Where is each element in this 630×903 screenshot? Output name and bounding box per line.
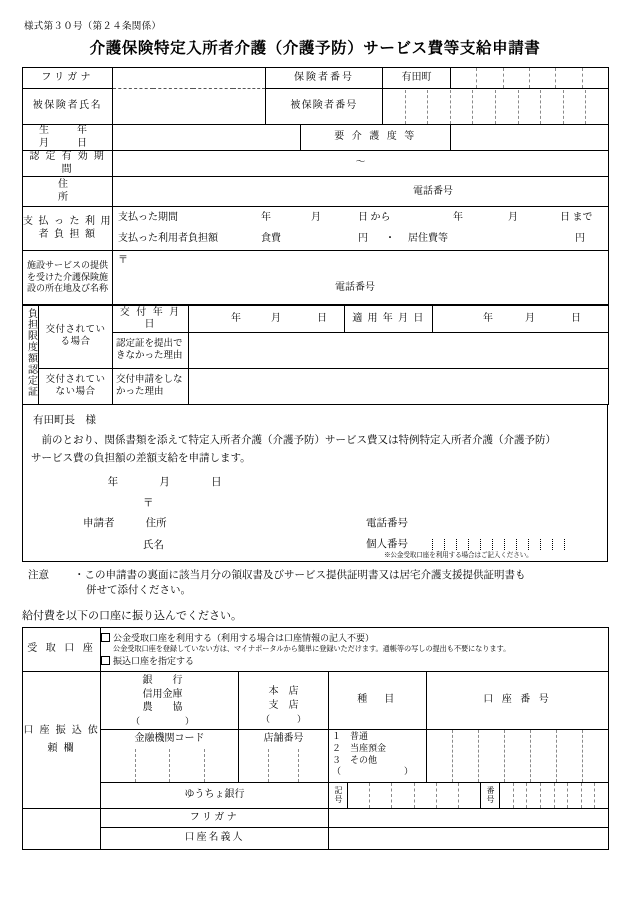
apply-day: 日 bbox=[571, 313, 581, 325]
paid-amount-row[interactable] bbox=[113, 229, 609, 251]
page-title: 介護保険特定入所者介護（介護予防）サービス費等支給申請書 bbox=[89, 40, 541, 57]
checkbox-koukin-icon[interactable] bbox=[101, 633, 110, 642]
bank-line1: 銀 行 bbox=[142, 675, 183, 687]
paid-period-row[interactable] bbox=[113, 207, 609, 229]
birthdate-label: 生 年 月 日 bbox=[23, 125, 113, 151]
insurer-number-label: 保険者番号 bbox=[266, 68, 383, 89]
notice-line1: ・この申請書の裏面に該当月分の領収書及びサービス提供証明書又は居宅介護支援提供証明書も bbox=[74, 569, 526, 581]
type-opt1: １ 普通 bbox=[332, 730, 369, 741]
option-furikomi-label: 振込口座を指定する bbox=[113, 656, 195, 667]
issued-case-label: 交付されている場合 bbox=[39, 306, 113, 369]
holder-furigana-label: フリガナ bbox=[101, 808, 329, 827]
holder-furigana-value[interactable] bbox=[329, 808, 609, 827]
transfer-label-spacer2 bbox=[23, 827, 101, 849]
cert-period-label: 認 定 有 効 期 間 bbox=[23, 151, 113, 177]
bank-header-row bbox=[23, 672, 609, 730]
bank-lead-text: 給付費を以下の口座に振り込んでください。 bbox=[22, 610, 242, 623]
table-row-paid-period bbox=[23, 207, 609, 229]
residence-label: 居住費等 bbox=[408, 232, 448, 244]
paid-period-day-from: 日 から bbox=[358, 212, 391, 224]
transfer-label bbox=[23, 672, 101, 809]
meal-yen: 円 bbox=[358, 232, 368, 244]
notice-line2: 併せて添付ください。 bbox=[86, 585, 191, 597]
declaration-addressee: 有田町長 様 bbox=[33, 415, 96, 427]
branch-line1: 本 店 bbox=[268, 685, 299, 697]
residence-yen: 円 bbox=[575, 232, 585, 244]
bank-line2: 信用金庫 bbox=[142, 688, 183, 700]
issue-date-value[interactable] bbox=[189, 306, 345, 333]
declaration-body-line1: 前のとおり、関係書類を添えて特定入所者介護（介護予防）サービス費又は特例特定入所者介護（介護予防） bbox=[41, 435, 556, 447]
issue-year: 年 bbox=[231, 313, 241, 325]
mynumber-cells[interactable] bbox=[421, 539, 565, 550]
paid-period-year: 年 bbox=[261, 212, 271, 224]
address-value[interactable] bbox=[113, 177, 609, 207]
reason-no-apply-label: 交付申請をしなかった理由 bbox=[113, 369, 189, 405]
receiving-account-options[interactable] bbox=[101, 628, 609, 672]
reason-no-apply-value[interactable] bbox=[189, 369, 609, 405]
issue-day: 日 bbox=[317, 313, 327, 325]
bank-code-label: 金融機関コード bbox=[101, 729, 239, 748]
facility-value[interactable] bbox=[113, 251, 609, 305]
branch-line2: 支 店 bbox=[268, 699, 299, 711]
table-row-birthdate bbox=[23, 125, 609, 151]
apply-date-value[interactable] bbox=[433, 306, 609, 333]
notice-label: 注意 bbox=[28, 569, 49, 581]
notice-block bbox=[22, 568, 608, 600]
table-row-insured-name bbox=[23, 89, 609, 125]
bank-code-header-row bbox=[23, 729, 609, 748]
insured-number-cells[interactable] bbox=[383, 89, 609, 125]
not-issued-case-label: 交付されていない場合 bbox=[39, 369, 113, 405]
table-row-facility bbox=[23, 251, 609, 305]
holder-name-value[interactable] bbox=[329, 827, 609, 849]
declaration-box bbox=[22, 405, 608, 562]
branch-header[interactable] bbox=[239, 672, 329, 730]
account-type-options[interactable] bbox=[329, 729, 427, 782]
declaration-body-line2: サービス費の負担額の差額支給を申請します。 bbox=[31, 452, 251, 464]
furigana-label: フリガナ bbox=[23, 68, 113, 89]
option-koukin-row[interactable] bbox=[101, 632, 608, 644]
apply-date-label: 適 用 年 月 日 bbox=[345, 306, 433, 333]
insured-name-label: 被保険者氏名 bbox=[23, 89, 113, 125]
cert-period-value[interactable]: 〜 bbox=[113, 151, 609, 177]
holder-furigana-row bbox=[23, 808, 609, 827]
table-row-furigana bbox=[23, 68, 609, 89]
burden-cert-row-reason-no-apply bbox=[23, 369, 609, 405]
issue-date-label: 交 付 年 月 日 bbox=[113, 306, 189, 333]
separator-dot: ・ bbox=[385, 232, 395, 244]
bank-code-cells[interactable] bbox=[101, 748, 239, 782]
bangou-cells[interactable] bbox=[500, 783, 608, 808]
japanpost-row bbox=[23, 782, 609, 808]
option-koukin-note: 公金受取口座を登録していない方は、マイナポータルから簡単に登録いただけます。通帳等の写しの提出も不要になります。 bbox=[113, 644, 511, 653]
bank-line3: 農 協 bbox=[142, 702, 183, 714]
kigou-cells[interactable] bbox=[348, 783, 481, 808]
applicant-left bbox=[31, 495, 361, 552]
branch-line3: （ ） bbox=[260, 713, 306, 724]
japanpost-cells[interactable] bbox=[329, 782, 609, 808]
paid-period-month2: 月 bbox=[508, 212, 518, 224]
address-label: 住 所 bbox=[23, 177, 113, 207]
facility-phone-label: 電話番号 bbox=[335, 281, 375, 293]
applicant-postal-mark-icon: 〒 bbox=[143, 497, 154, 509]
insured-name-value[interactable] bbox=[113, 89, 266, 125]
paid-period-year2: 年 bbox=[453, 212, 463, 224]
apply-month: 月 bbox=[525, 313, 535, 325]
paid-amount-sublabel: 支払った利用者負担額 bbox=[118, 232, 218, 244]
care-level-label: 要 介 護 度 等 bbox=[301, 125, 451, 151]
holder-name-row bbox=[23, 827, 609, 849]
type-opt4: （ ） bbox=[332, 766, 414, 777]
facility-label: 施設サービスの提供を受けた介護保険施設の所在地及び名称 bbox=[23, 251, 113, 305]
mynumber-label: 個人番号 bbox=[366, 538, 408, 550]
postal-mark-icon: 〒 bbox=[118, 254, 128, 266]
reason-no-submit-label: 認定証を提出できなかった理由 bbox=[113, 333, 189, 369]
burden-cert-vertical-text: 負担限度額認定証 bbox=[25, 308, 37, 398]
account-type-header: 種 目 bbox=[329, 672, 427, 730]
paid-period-label: 支払った期間 bbox=[118, 212, 178, 224]
transfer-label-text: 口 座 振 込 依 頼 欄 bbox=[23, 724, 100, 754]
meal-label: 食費 bbox=[261, 232, 281, 244]
receiving-account-label: 受 取 口 座 bbox=[23, 628, 101, 672]
declaration-date-day: 日 bbox=[211, 476, 222, 488]
burden-cert-row-issue-date bbox=[23, 306, 609, 333]
paid-period-month: 月 bbox=[311, 212, 321, 224]
insured-number-label: 被保険者番号 bbox=[266, 89, 383, 125]
declaration-date-month: 月 bbox=[159, 476, 170, 488]
table-row-cert-period bbox=[23, 151, 609, 177]
receiving-account-row bbox=[23, 628, 609, 672]
applicant-right bbox=[366, 495, 616, 560]
checkbox-furikomi-icon[interactable] bbox=[101, 656, 110, 665]
type-opt3: ３ その他 bbox=[332, 754, 378, 765]
kigou-label: 記号 bbox=[329, 783, 348, 808]
paid-period-day-to: 日 まで bbox=[560, 212, 593, 224]
applicant-phone-label: 電話番号 bbox=[366, 517, 408, 529]
type-opt2: ２ 当座預金 bbox=[332, 742, 387, 753]
branch-code-cells[interactable] bbox=[239, 748, 329, 782]
bank-line4: （ ） bbox=[130, 715, 194, 726]
burden-cert-table bbox=[22, 305, 609, 405]
declaration-date-line[interactable] bbox=[31, 474, 599, 489]
account-number-cells[interactable] bbox=[427, 729, 609, 782]
table-row-address bbox=[23, 177, 609, 207]
applicant-block bbox=[31, 495, 599, 559]
reason-no-submit-value[interactable] bbox=[189, 333, 609, 369]
holder-name-label: 口座名義人 bbox=[101, 827, 329, 849]
applicant-label: 申請者 bbox=[83, 517, 115, 529]
furigana-value[interactable] bbox=[113, 68, 266, 89]
branch-code-label: 店舗番号 bbox=[239, 729, 329, 748]
insurer-number-cells[interactable] bbox=[451, 68, 609, 89]
mynumber-note: ※公金受取口座を利用する場合はご記入ください。 bbox=[384, 551, 533, 559]
birthdate-value[interactable] bbox=[113, 125, 301, 151]
apply-year: 年 bbox=[483, 313, 493, 325]
form-number: 様式第３０号（第２４条関係） bbox=[24, 22, 162, 32]
issue-month: 月 bbox=[271, 313, 281, 325]
option-furikomi-row[interactable] bbox=[101, 655, 608, 667]
address-phone-label: 電話番号 bbox=[413, 185, 453, 197]
applicant-name-label: 氏名 bbox=[143, 539, 164, 551]
insured-info-table bbox=[22, 67, 609, 305]
japanpost-label: ゆうちょ銀行 bbox=[101, 782, 329, 808]
insurer-name: 有田町 bbox=[383, 68, 451, 89]
paid-amount-label: 支 払 っ た 利 用 者 負 担 額 bbox=[23, 207, 113, 251]
account-number-header: 口 座 番 号 bbox=[427, 672, 609, 730]
option-koukin-label: 公金受取口座を利用する（利用する場合は口座情報の記入不要） bbox=[113, 632, 375, 643]
bank-name-header[interactable] bbox=[101, 672, 239, 730]
care-level-value[interactable] bbox=[451, 125, 609, 151]
bangou-label: 番号 bbox=[481, 783, 500, 808]
applicant-address-label: 住所 bbox=[145, 517, 167, 529]
declaration-date-year: 年 bbox=[107, 476, 119, 488]
bank-transfer-table bbox=[22, 627, 609, 850]
transfer-label-spacer bbox=[23, 808, 101, 827]
burden-cert-vertical-label bbox=[23, 306, 39, 405]
